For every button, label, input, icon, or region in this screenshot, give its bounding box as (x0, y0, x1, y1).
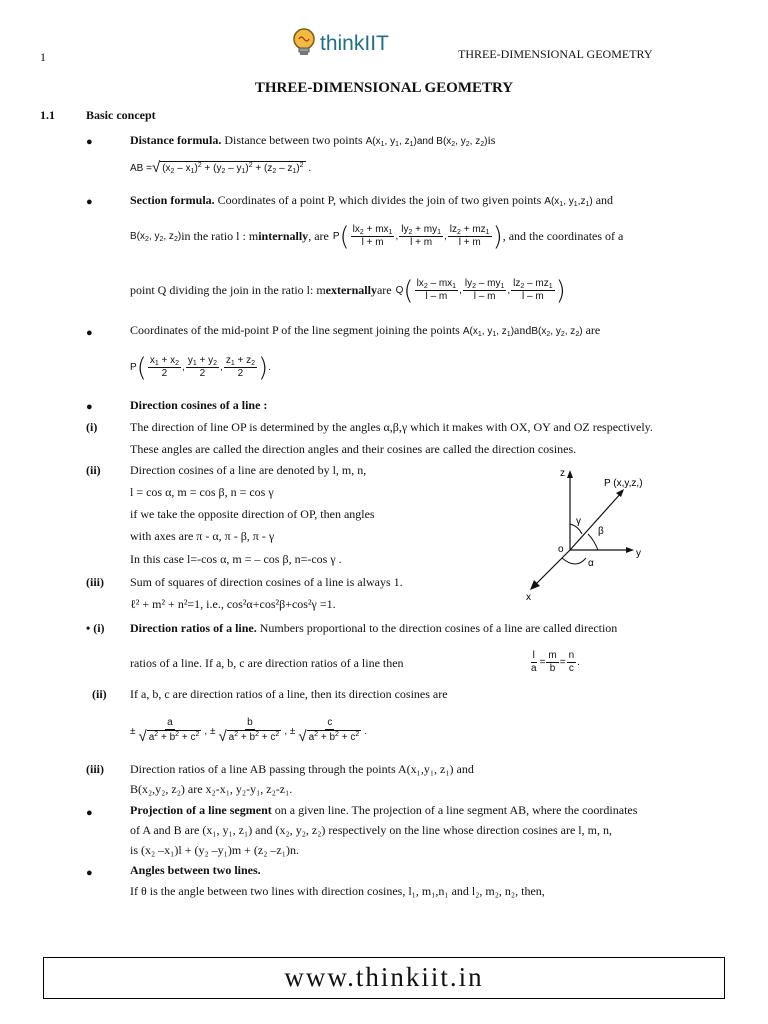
direction-ratios-equation: $\frac{l}{a}$ = $\frac{m}{b}$ = $\frac{n}{c}$ . (531, 650, 580, 674)
item-label: (ii) (86, 463, 101, 477)
logo-text: thinkIIT (320, 32, 389, 56)
direction-cosines-heading: Direction cosines of a line : (130, 398, 268, 412)
footer-url[interactable]: www.thinkiit.in (284, 962, 484, 993)
direction-cosines-iii-line2: ℓ² + m² + n²=1, i.e., cos²α+cos²β+cos²γ =1. (130, 597, 336, 611)
direction-ratios-line2: ratios of a line. If a, b, c are direction ratios of a line then (130, 656, 404, 670)
direction-cosines-ii-line2: l = cos α, m = cos β, n = cos γ (130, 485, 274, 499)
direction-ratios-line1: Direction ratios of a line. Numbers proportional to the direction cosines of a line are called direction (130, 621, 618, 635)
lightbulb-icon (290, 26, 318, 62)
logo (290, 26, 389, 62)
section-heading: Basic concept (86, 108, 156, 122)
footer (43, 957, 725, 999)
x-axis-label: x (526, 592, 531, 603)
bullet: ● (86, 196, 93, 208)
gamma-label: γ (576, 516, 581, 527)
beta-label: β (598, 526, 604, 537)
y-axis-label: y (636, 548, 641, 559)
section-formula-line3: point Q dividing the join in the ratio l: m externally are Q ( $\frac{lx_2 - mx_1}{l - m}$ , $\frac{ly_2 - my_1}{l - m}$ , $\frac{lz_2 - mz_1}{l - m}$ ) (130, 275, 566, 306)
section-formula-line1: Section formula. Coordinates of a point P, which divides the join of two given points $A(x_1$, $y_1,z_1$) and (130, 193, 614, 208)
page-number: 1 (40, 50, 46, 64)
projection-line2: of A and B are (x₁, y₁, z₁) and (x₂, y₂, z₂) respectively on the line whose direction cosines are l, m, n, (130, 823, 612, 837)
page-title: THREE-DIMENSIONAL GEOMETRY (254, 80, 514, 96)
running-title: THREE-DIMENSIONAL GEOMETRY (458, 47, 653, 61)
angles-text: If θ is the angle between two lines with direction cosines, l₁, m₁,n₁ and l₂, m₂, n₂, then, (130, 884, 545, 898)
direction-cosines-ii-line4: with axes are π - α, π - β, π - γ (130, 529, 275, 543)
item-label: • (i) (86, 621, 105, 635)
item-label: (ii) (92, 687, 107, 701)
bullet: ● (86, 807, 93, 819)
direction-ratios-iii-line2: B(x₂,y₂, z₂) are x₂-x₁, y₂-y₁, z₂-z₁. (130, 782, 293, 796)
bullet: ● (86, 327, 93, 339)
direction-ratios-iii-line1: Direction ratios of a line AB passing through the points A(x₁,y₁, z₁) and (130, 762, 474, 776)
projection-line1: Projection of a line segment on a given line. The projection of a line segment AB, where the coordinates (130, 803, 638, 817)
alpha-label: α (588, 558, 594, 569)
direction-cosines-i-line1: The direction of line OP is determined by the angles α,β,γ which it makes with OX, OY and OZ respectively. (130, 420, 653, 434)
item-label: (iii) (86, 575, 104, 589)
section-number: 1.1 (40, 108, 55, 122)
item-label: (i) (86, 420, 98, 434)
bullet: ● (86, 401, 93, 413)
projection-line3: is (x₂ –x₁)l + (y₂ –y₁)m + (z₂ –z₁)n. (130, 843, 299, 857)
direction-ratios-ii-text: If a, b, c are direction ratios of a line, then its direction cosines are (130, 687, 448, 701)
distance-equation: AB = √ $(x_2 - x_1)^2 + (y_2 - y_1)^2 + (z_2 - z_1)^2$ . (130, 159, 312, 176)
direction-angles-diagram (520, 462, 680, 607)
direction-cosines-ii-line5: In this case l=-cos α, m = – cos β, n=-cos γ . (130, 552, 342, 566)
z-axis-label: z (560, 468, 565, 479)
distance-formula: Distance formula. Distance between two points $A(x_1$, $y_1$, $z_1)and$ $B(x_2$, $y_2$, $z_2)is$ (130, 133, 496, 148)
origin-label: o (558, 544, 564, 555)
direction-cosines-iii-line1: Sum of squares of direction cosines of a line is always 1. (130, 575, 403, 589)
midpoint-line1: Coordinates of the mid-point P of the line segment joining the points $A(x_1$, $y_1$, $z_1)andB(x_2$, $y_2$, $z_2$) are (130, 323, 601, 338)
direction-cosines-ii-line3: if we take the opposite direction of OP, then angles (130, 507, 375, 521)
angles-heading: Angles between two lines. (130, 863, 261, 877)
direction-cosines-i-line2: These angles are called the direction angles and their cosines are called the direction cosines. (130, 442, 577, 456)
item-label: (iii) (86, 762, 104, 776)
point-p-label: P (x,y,z,) (604, 478, 643, 489)
section-formula-line2: $B(x_2$, $y_2$, $z_2$) in the ratio l : m internally , are P ( $\frac{lx_2 + mx_1}{l + m}$ , $\frac{ly_2 + my_1}{l + m}$ , $\frac{lz_2 + mz_1}{l + m}$ ) , and the coordinates of a (130, 221, 624, 252)
bullet: ● (86, 867, 93, 879)
direction-cosines-ii-line1: Direction cosines of a line are denoted by l, m, n, (130, 463, 367, 477)
direction-cosines-equation: ± a √ $a^2 + b^2 + c^2$ , ± b √ $a^2 + b^2 + c^2$ , ± c √ $a^2 + b^2 + c^2$ . (130, 717, 368, 745)
bullet: ● (86, 136, 93, 148)
midpoint-equation: P ( $\frac{x_1 + x_2}{2}$ , $\frac{y_1 + y_2}{2}$ , $\frac{z_1 + z_2}{2}$ ) . (130, 352, 271, 383)
